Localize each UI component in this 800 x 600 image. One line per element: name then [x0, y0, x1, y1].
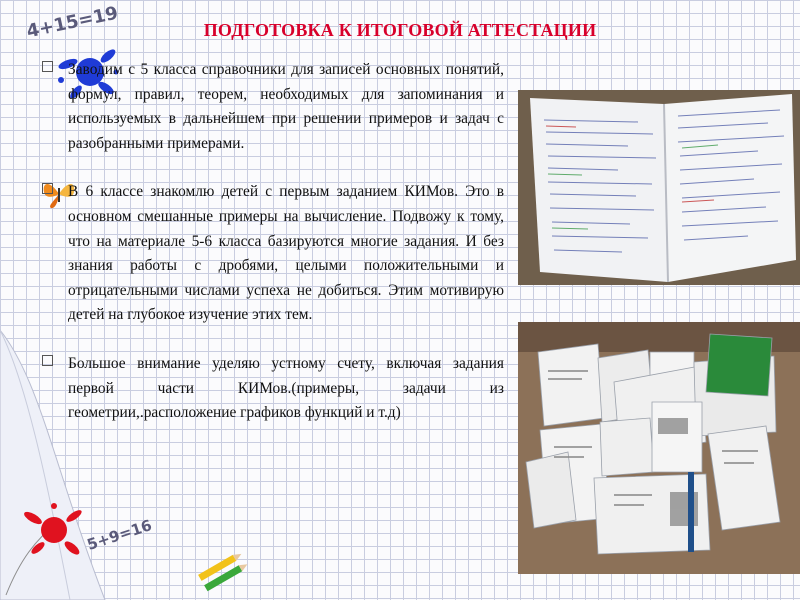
red-splat-icon — [24, 500, 84, 560]
checkbox-bullet-icon — [42, 352, 56, 368]
bullet-text-1: Заводим с 5 класса справочники для записей основных понятий, формул, правил, теорем, необходимых для запоминания и используемых в дальнейшем при решении примеров и задач с разобранными примерами. — [68, 61, 504, 152]
equation-top-decoration: 4+15=19 — [24, 2, 120, 43]
equation-bottom-decoration: 5+9=16 — [84, 516, 155, 554]
open-notebook-photo — [518, 90, 800, 285]
bullet-text-2: В 6 классе знакомлю детей с первым заданием КИМов. Это в основном смешанные примеры на вычисление. Подвожу к тому, что на материале 5-6 класса базируются многие задания. И без знания работы с дробями, целыми положительными и отрицательными числами успеха не добиться. Этим мотивирую детей на глубокое изучение этих тем. — [68, 183, 504, 324]
bullet-item-1 — [42, 58, 504, 156]
bullet-item-2 — [42, 180, 504, 328]
bullet-text-3: Большое внимание уделяю устному счету, включая задания первой части КИМов.(примеры, задачи из геометрии,.расположение графиков функций и т.д) — [68, 354, 504, 422]
checkbox-bullet-icon — [42, 180, 56, 196]
pencils-icon — [196, 548, 250, 596]
checkbox-bullet-icon — [42, 58, 56, 74]
slide-title: ПОДГОТОВКА К ИТОГОВОЙ АТТЕСТАЦИИ — [203, 20, 597, 40]
workbooks-on-table-photo — [518, 322, 800, 574]
bullet-list — [42, 58, 504, 450]
bullet-item-3 — [42, 352, 504, 426]
